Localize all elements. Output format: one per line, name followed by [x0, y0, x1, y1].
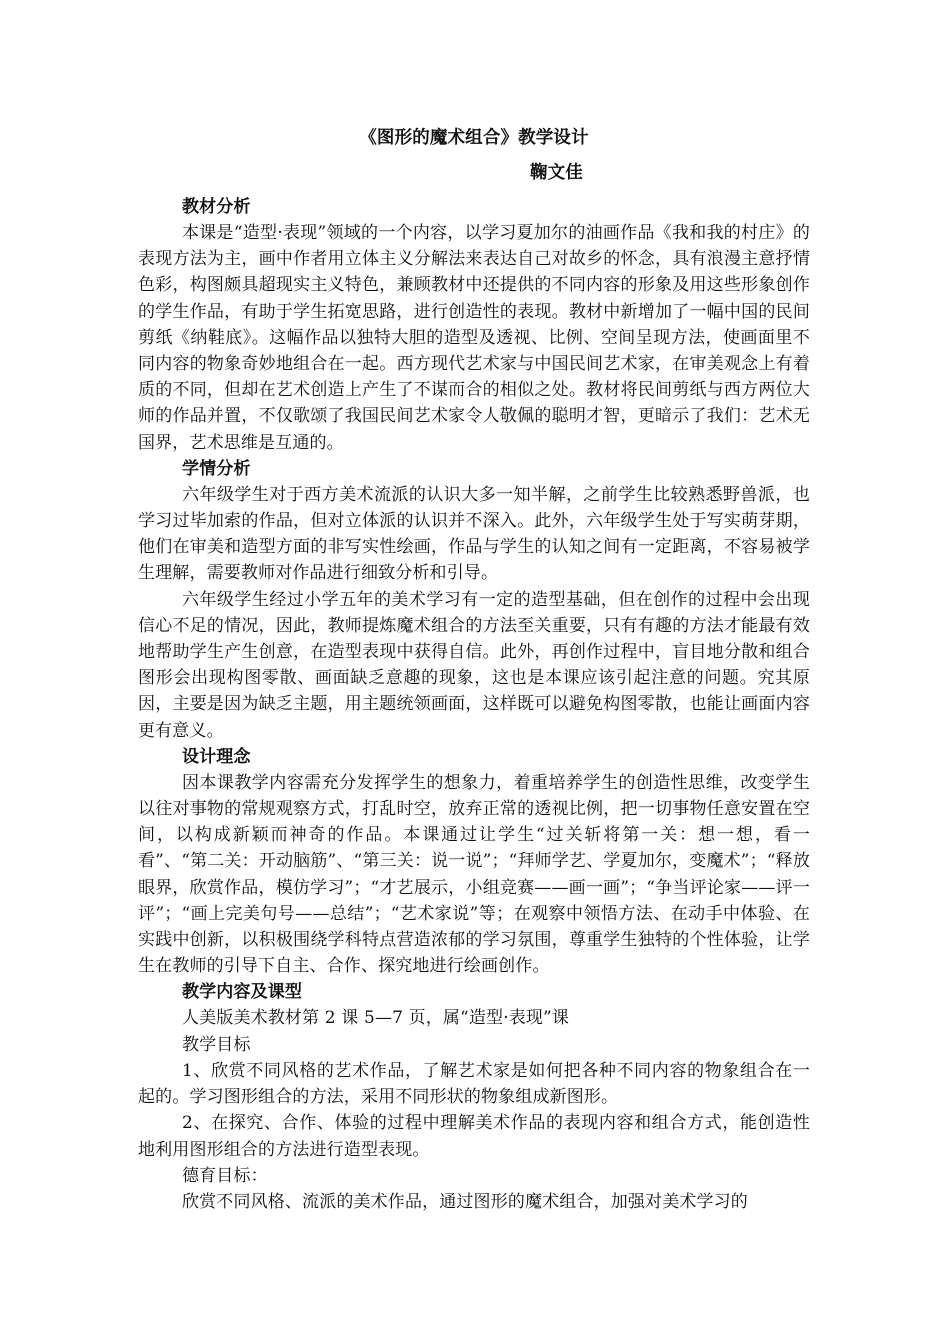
section-heading: 教材分析: [182, 197, 251, 217]
section-textbook-analysis: [138, 194, 810, 456]
goal-item: 2、在探究、合作、体验的过程中理解美术作品的表现内容和组合方式，能创造性地利用图形组合的方法进行造型表现。: [138, 1113, 810, 1160]
section-design-concept: [138, 744, 810, 980]
moral-goals-label: 德育目标：: [182, 1165, 268, 1186]
paragraph: 因本课教学内容需充分发挥学生的想象力，着重培养学生的创造性思维，改变学生以往对事物的常规观察方式，打乱时空，放弃正常的透视比例，把一切事物任意安置在空间，以构成新颖而神奇的作品。本课通过让学生“过关斩将第一关：想一想，看一看”、“第二关：开动脑筋”、“第三关：说一说”；“拜师学艺、学夏加尔，变魔术”；“释放眼界，欣赏作品，模仿学习”；“才艺展示，小组竞赛——画一画”；“争当评论家——评一评”；“画上完美句号——总结”；“艺术家说”等；在观察中领悟方法、在动手中体验、在实践中创新，以积极围绕学科特点营造浓郁的学习氛围，尊重学生独特的个性体验，让学生在教师的引导下自主、合作、探究地进行绘画创作。: [138, 772, 810, 977]
section-heading: 教学内容及课型: [182, 982, 303, 1003]
section-heading: 设计理念: [182, 746, 251, 767]
goals-label: 教学目标: [182, 1034, 251, 1055]
paragraph: 六年级学生对于西方美术流派的认识大多一知半解，之前学生比较熟悉野兽派，也学习过毕加索的作品，但对立体派的认识并不深入。此外，六年级学生处于写实萌芽期，他们在审美和造型方面的非写实性绘画，作品与学生的认知之间有一定距离，不容易被学生理解，需要教师对作品进行细致分析和引导。: [138, 484, 810, 584]
document-author: 鞠文佳: [530, 163, 583, 183]
paragraph: 六年级学生经过小学五年的美术学习有一定的造型基础，但在创作的过程中会出现信心不足的情况，因此，教师提炼魔术组合的方法至关重要，只有有趣的方法才能最有效地帮助学生产生创意，在造型表现中获得自信。此外，再创作过程中，盲目地分散和组合图形会出现构图零散、画面缺乏意趣的现象，这也是本课应该引起注意的问题。究其原因，主要是因为缺乏主题，用主题统领画面，这样既可以避免构图零散，也能让画面内容更有意义。: [138, 589, 810, 741]
paragraph: 本课是“造型·表现”领域的一个内容，以学习夏加尔的油画作品《我和我的村庄》的表现方法为主，画中作者用立体主义分解法来表达自己对故乡的怀念，具有浪漫主意抒情色彩，构图颇具超现实主义特色，兼顾教材中还提供的不同内容的形象及用这些形象创作的学生作品，有助于学生拓宽思路，进行创造性的表现。教材中新增加了一幅中国的民间剪纸《纳鞋底》。这幅作品以独特大胆的造型及透视、比例、空间呈现方法，使画面里不同内容的物象奇妙地组合在一起。西方现代艺术家与中国民间艺术家，在审美观念上有着质的不同，但却在艺术创造上产生了不谋而合的相似之处。教材将民间剪纸与西方两位大师的作品并置，不仅歌颂了我国民间艺术家令人敬佩的聪明才智，更暗示了我们：艺术无国界，艺术思维是互通的。: [138, 223, 810, 453]
section-student-analysis: [138, 456, 810, 744]
section-heading: 学情分析: [182, 458, 251, 479]
goal-item: 1、欣赏不同风格的艺术作品，了解艺术家是如何把各种不同内容的物象组合在一起的。学习图形组合的方法，采用不同形状的物象组成新图形。: [138, 1060, 810, 1108]
document-content: [138, 125, 810, 1215]
moral-goals-text: 欣赏不同风格、流派的美术作品，通过图形的魔术组合，加强对美术学习的: [182, 1191, 748, 1212]
document-title: 《图形的魔术组合》教学设计: [359, 128, 589, 148]
section-teaching-content: [138, 979, 810, 1215]
course-line: 人美版美术教材第 2 课 5—7 页，属“造型·表现”课: [182, 1008, 570, 1029]
